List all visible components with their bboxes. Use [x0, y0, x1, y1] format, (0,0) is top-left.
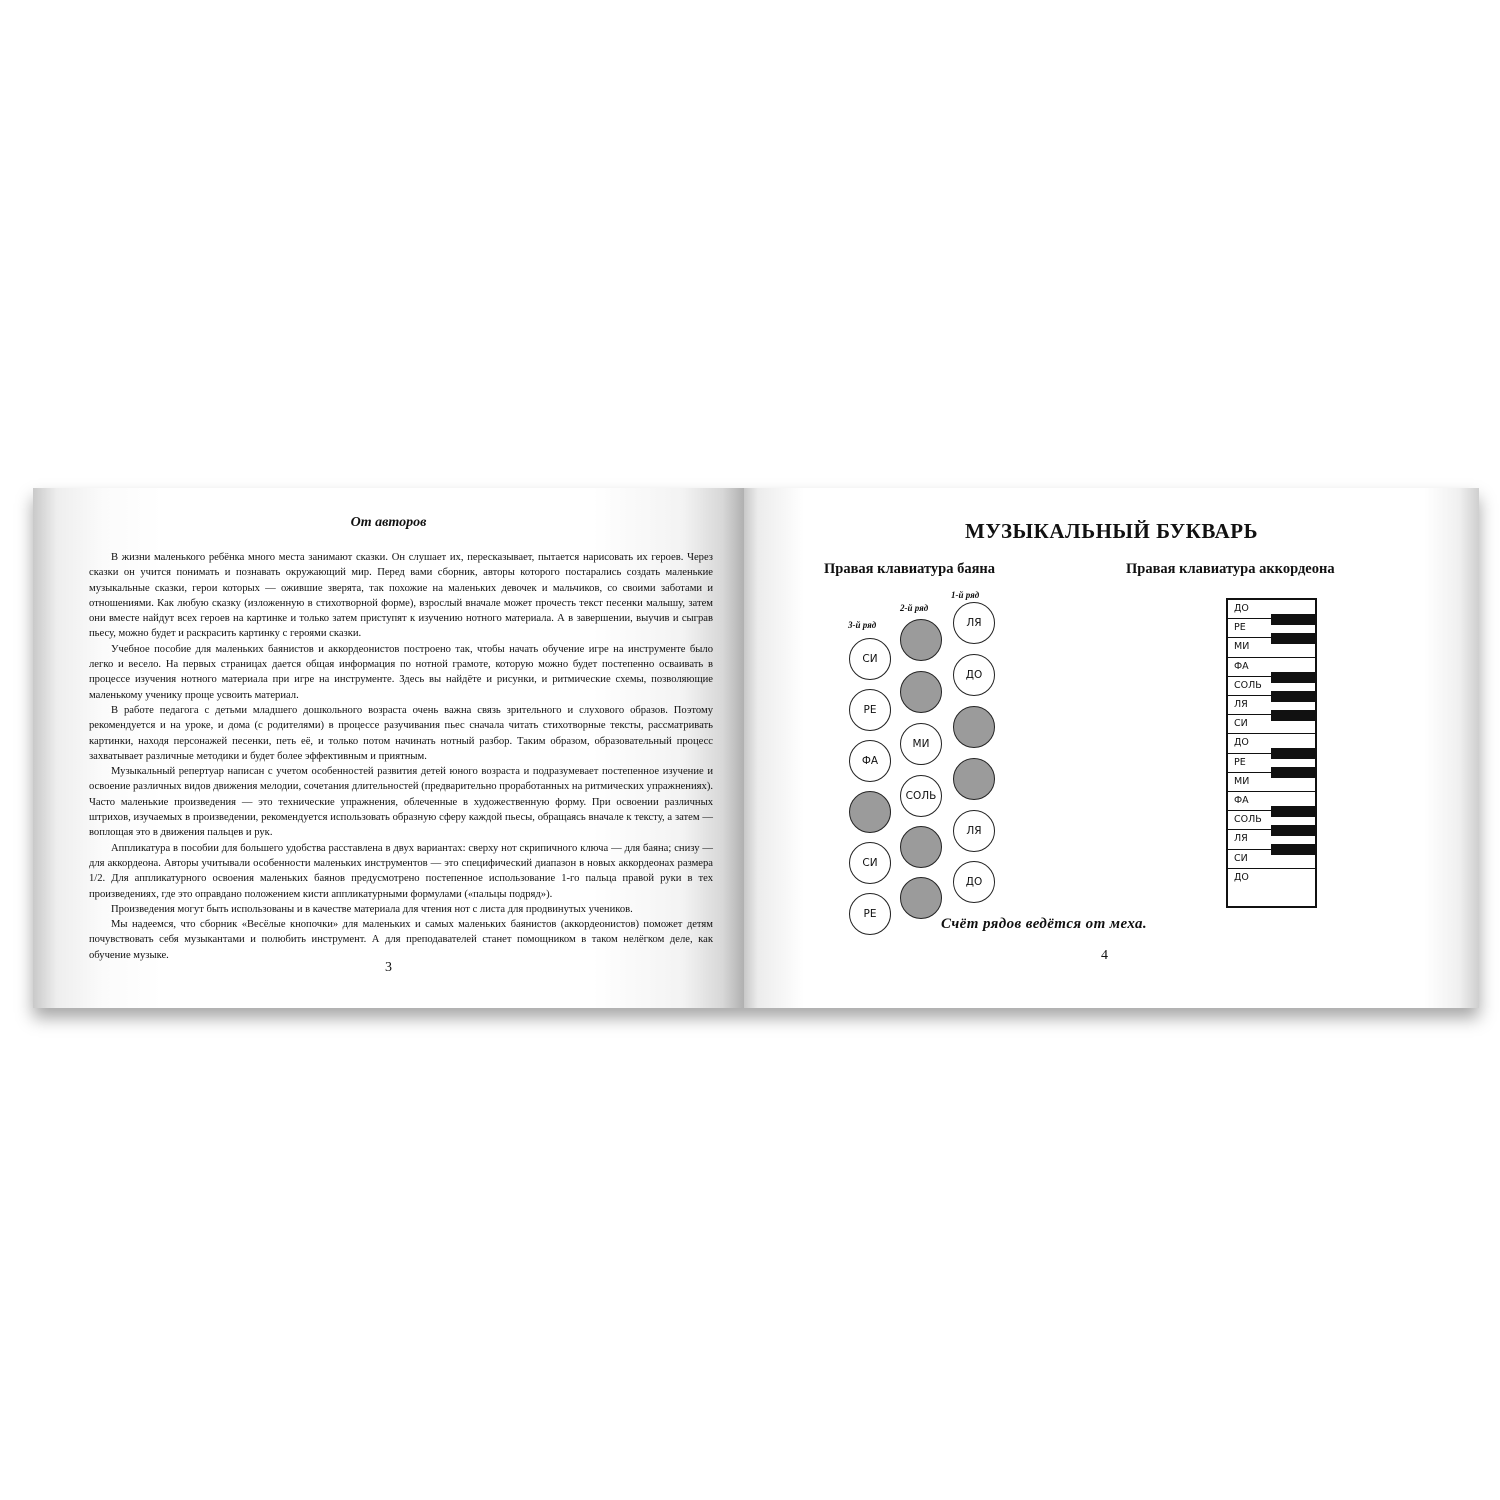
bayan-button: ФА [849, 740, 891, 782]
white-key: СОЛЬ [1228, 677, 1315, 696]
page-title: От авторов [350, 515, 427, 530]
accordion-keyboard [1226, 598, 1317, 908]
bayan-keyboard-title: Правая клавиатура баяна [824, 561, 996, 577]
left-page [33, 488, 744, 1008]
page-title: МУЗЫКАЛЬНЫЙ БУКВАРЬ [965, 519, 1258, 543]
paragraph: В жизни маленького ребёнка много места занимают сказки. Он слушает их, пересказывает, пытается нарисовать их героев. Через сказки он учится понимать и познавать окружающий мир. Перед вами сборник, авторы которого постарались создать маленькие музыкальные сказки, герои которых — ожившие зверята, так похожие на маленьких девочек и мальчиков, со своими заботами и отношениями. Как любую сказку (изложенную в стихотворной форме), взрослый вначале может прочесть текст песенки малышу, затем они вместе найдут всех героев на картинке и только затем приступят к изучению нотного материала. А в завершении, выучив и сыграв пьесу, можно будет и раскрасить картинку с героями сказки. [89, 552, 713, 640]
bayan-button [849, 791, 891, 833]
row-label-3: 3-й ряд [848, 620, 877, 630]
black-key [1271, 614, 1315, 625]
black-key [1271, 633, 1315, 644]
black-key [1271, 710, 1315, 721]
white-key: МИ [1228, 773, 1315, 792]
paragraph: Музыкальный репертуар написан с учетом особенностей развития детей юного возраста и подразумевает постепенное изучение и освоение различных видов движения мелодии, сочетания длительностей (предварительно проработанных на ритмических упражнениях). Часто маленькие произведения — это технические упражнения, облеченные в художественную форму. При освоении различных штрихов, изучаемых в произведении, рекомендуется использовать образную сферу каждой пьесы, обращаясь вначале к тексту, а затем — воплощая это в движения пальцев и рук. [89, 766, 713, 839]
page-number: 3 [385, 960, 392, 975]
bayan-button [900, 671, 942, 713]
paragraph: Мы надеемся, что сборник «Весёлые кнопочки» для маленьких и самых маленьких баянистов (аккордеонистов) поможет детям почувствовать себя музыкантами и полюбить инструмент. А для преподавателей станет помощником в таком нелёгком деле, как обучение музыке. [89, 919, 713, 961]
white-key: ДО [1228, 734, 1315, 753]
bayan-button: ЛЯ [953, 602, 995, 644]
paragraph: Аппликатура в пособии для большего удобства расставлена в двух вариантах: сверху нот скрипичного ключа — для баяна; снизу — для аккордеона. Авторы учитывали особенности маленьких инструментов — это специфический диапазон в новых аккордеонах размера 1/2. Для аппликатурного освоения маленьких баянов предусмотрено постепенное использование 1-го пальца правой руки в тех произведениях, где это оправдано положением кисти аппликатурными формулами («пальцы подряд»). [89, 842, 713, 900]
bayan-button: ДО [953, 861, 995, 903]
paragraph: В работе педагога с детьми младшего дошкольного возраста очень важна связь зрительного и слухового образов. Поэтому рекомендуется и на уроке, и дома (с родителями) в процессе разучивания пьес сначала читать стихотворные тексты, рассматривать картинки, находя персонажей песенки, петь её, и только потом начинать нотный разбор. Таким образом, образовательный процесс захватывает различные методики и будет более эффективным и приятным. [89, 704, 713, 762]
bayan-button: МИ [900, 723, 942, 765]
white-key: ФА [1228, 792, 1315, 811]
body-text [89, 550, 713, 963]
white-key: ДО [1228, 600, 1315, 619]
bayan-button: ЛЯ [953, 810, 995, 852]
caption: Счёт рядов ведётся от меха. [941, 916, 1148, 932]
bayan-button [900, 619, 942, 661]
white-key: ЛЯ [1228, 830, 1315, 849]
paragraph: Учебное пособие для маленьких баянистов и аккордеонистов построено так, чтобы начать обучение игре на инструменте было легко и весело. На первых страницах дается общая информация по нотной грамоте, которую можно будет постепенно осваивать в процессе изучения нотного материала при игре на инструменте. Здесь вы найдёте и рисунки, и ритмические схемы, позволяющие маленькому ученику проще усвоить материал. [89, 643, 713, 701]
row-label-2: 2-й ряд [900, 603, 929, 613]
black-key [1271, 672, 1315, 683]
bayan-button: РЕ [849, 689, 891, 731]
white-key: СИ [1228, 715, 1315, 734]
row-label-1: 1-й ряд [951, 590, 980, 600]
white-key: ЛЯ [1228, 696, 1315, 715]
page-number: 4 [1101, 948, 1108, 963]
bayan-button: СОЛЬ [900, 775, 942, 817]
black-key [1271, 767, 1315, 778]
bayan-button [900, 826, 942, 868]
black-key [1271, 806, 1315, 817]
black-key [1271, 844, 1315, 855]
book-spread [33, 488, 1479, 1008]
bayan-button: СИ [849, 638, 891, 680]
white-key: РЕ [1228, 619, 1315, 638]
bayan-button [900, 877, 942, 919]
black-key [1271, 825, 1315, 836]
bayan-button: СИ [849, 842, 891, 884]
right-page [744, 488, 1479, 1008]
white-key: РЕ [1228, 754, 1315, 773]
bayan-button [953, 706, 995, 748]
accordion-keyboard-title: Правая клавиатура аккордеона [1126, 561, 1335, 577]
bayan-button [953, 758, 995, 800]
black-key [1271, 748, 1315, 759]
bayan-button: РЕ [849, 893, 891, 935]
white-key: СОЛЬ [1228, 811, 1315, 830]
white-key: ДО [1234, 871, 1249, 883]
white-key: МИ [1228, 638, 1315, 657]
black-key [1271, 691, 1315, 702]
white-key: ФА [1228, 658, 1315, 677]
paragraph: Произведения могут быть использованы и в качестве материала для чтения нот с листа для продвинутых учеников. [111, 903, 633, 915]
bayan-button: ДО [953, 654, 995, 696]
white-key: СИ [1228, 850, 1315, 869]
